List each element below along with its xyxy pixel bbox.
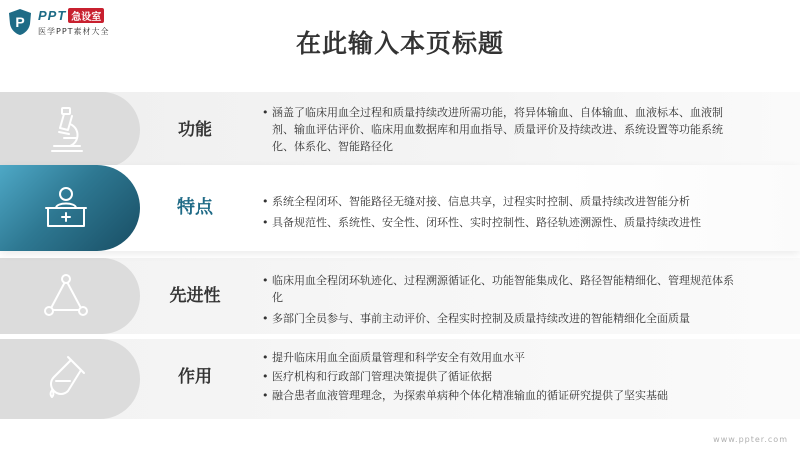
page-title: 在此输入本页标题 xyxy=(295,29,504,58)
molecule-triangle-icon xyxy=(40,270,92,322)
row-label: 功能 xyxy=(178,120,212,140)
icon-pill xyxy=(0,92,140,168)
row-label: 先进性 xyxy=(169,286,221,306)
bullet-list xyxy=(262,104,740,159)
bullet-item: • 提升临床用血全面质量管理和科学安全有效用血水平 xyxy=(262,349,740,366)
feature-row-advanced xyxy=(0,258,800,334)
bullet-item: • 临床用血全程闭环轨迹化、过程溯源循证化、功能智能集成化、路径智能精细化、管理规范体系化 xyxy=(262,272,740,306)
bullet-item: • 融合患者血液管理理念，为探索单病种个体化精准输血的循证研究提供了坚实基础 xyxy=(262,387,740,404)
row-label: 作用 xyxy=(178,367,212,387)
feature-row-function xyxy=(0,92,800,168)
doctor-desk-icon xyxy=(40,182,92,234)
feature-row-characteristics xyxy=(0,165,800,251)
bullet-list xyxy=(262,193,740,235)
icon-pill-active xyxy=(0,165,140,251)
test-tube-icon xyxy=(40,351,92,403)
bullet-item: • 具备规范性、系统性、安全性、闭环性、实时控制性、路径轨迹溯源性、质量持续改进性 xyxy=(262,214,740,231)
logo-badge: 急设室 xyxy=(68,8,104,23)
icon-pill xyxy=(0,258,140,334)
watermark: www.ppter.com xyxy=(713,435,788,444)
bullet-item: • 多部门全员参与、事前主动评价、全程实时控制及质量持续改进的智能精细化全面质量 xyxy=(262,310,740,327)
bullet-item: • 系统全程闭环、智能路径无缝对接、信息共享，过程实时控制、质量持续改进智能分析 xyxy=(262,193,740,210)
svg-text:P: P xyxy=(15,14,25,30)
logo-subtitle: 医学PPT素材大全 xyxy=(38,27,110,36)
bullet-list xyxy=(262,272,740,331)
feature-row-role xyxy=(0,339,800,419)
bullet-item: • 涵盖了临床用血全过程和质量持续改进所需功能，将异体输血、自体输血、血液标本、血液制剂、输血评估评价、临床用血数据库和用血指导、质量评价及持续改进、系统设置等功能系统化、体系化、智能路径化 xyxy=(262,104,740,155)
logo-title: PPT 急设室 xyxy=(38,8,104,23)
bullet-item: • 医疗机构和行政部门管理决策提供了循证依据 xyxy=(262,368,740,385)
row-label-active: 特点 xyxy=(177,197,213,218)
icon-pill xyxy=(0,339,140,419)
bullet-list xyxy=(262,349,740,406)
microscope-icon xyxy=(40,104,92,156)
